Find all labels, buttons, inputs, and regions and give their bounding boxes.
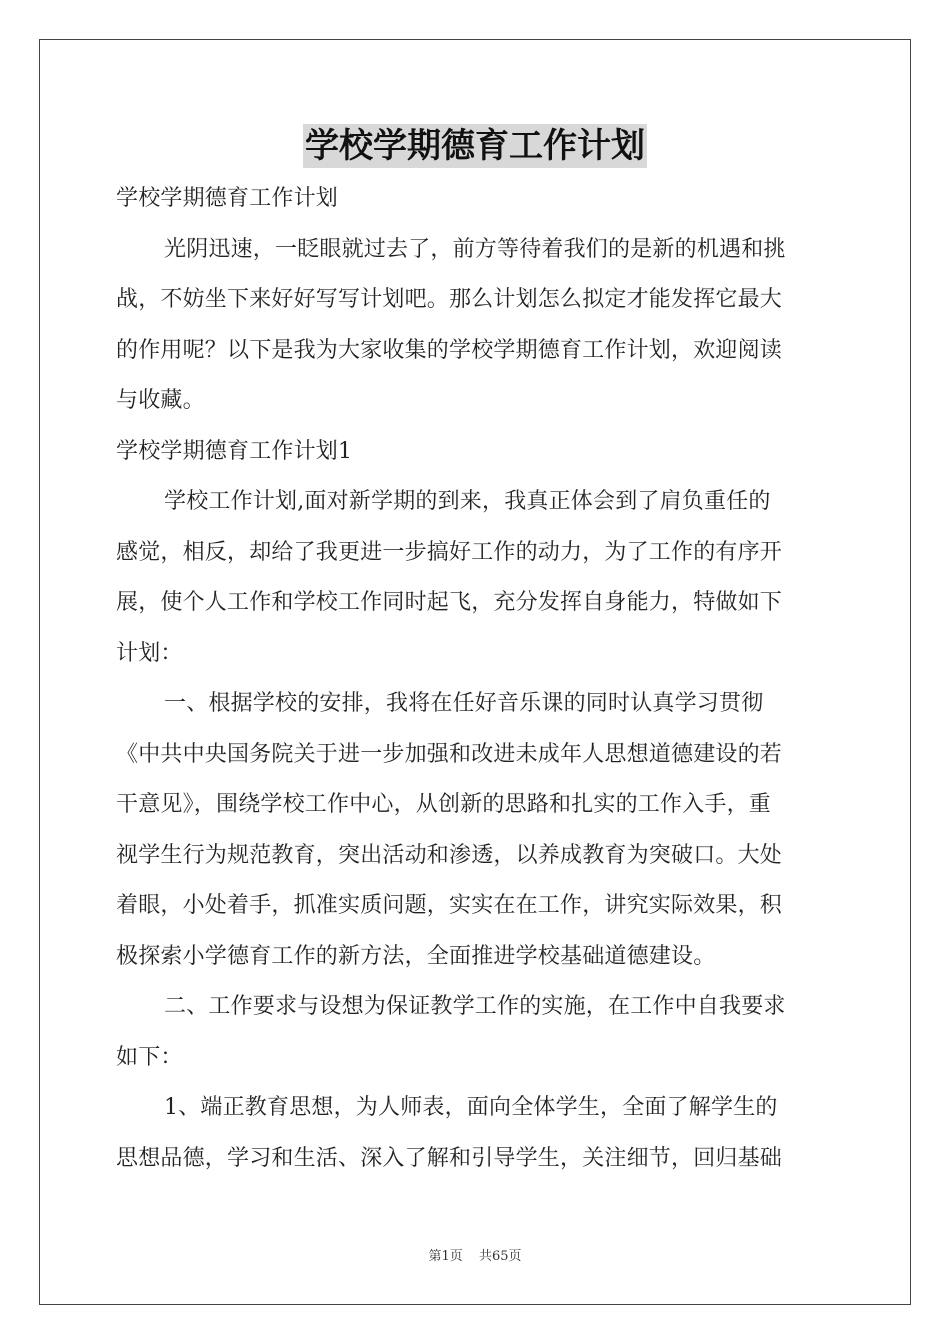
paragraph-line: 视学生行为规范教育，突出活动和渗透，以养成教育为突破口。大处 — [116, 842, 783, 868]
section-heading: 学校学期德育工作计划1 — [116, 438, 353, 464]
paragraph-line: 干意见》，围绕学校工作中心，从创新的思路和扎实的工作入手，重 — [116, 792, 772, 817]
paragraph-line: 1、端正教育思想，为人师表，面向全体学生，全面了解学生的 — [164, 1095, 778, 1120]
paragraph-line: 感觉，相反，却给了我更进一步搞好工作的动力，为了工作的有序开 — [116, 539, 783, 565]
intro-line: 光阴迅速，一眨眼就过去了，前方等待着我们的是新的机遇和挑 — [164, 236, 786, 262]
title-area — [0, 124, 950, 168]
intro-line: 战，不妨坐下来好好写写计划吧。那么计划怎么拟定才能发挥它最大 — [116, 287, 783, 312]
page-total: 共65页 — [478, 1249, 522, 1264]
document-subtitle: 学校学期德育工作计划 — [116, 186, 339, 211]
intro-line: 与收藏。 — [116, 388, 205, 413]
paragraph-line: 极探索小学德育工作的新方法，全面推进学校基础道德建设。 — [116, 943, 716, 969]
paragraph-line: 《中共中央国务院关于进一步加强和改进未成年人思想道德建设的若 — [116, 741, 783, 767]
paragraph-line: 如下： — [116, 1044, 183, 1070]
paragraph-line: 展，使个人工作和学校工作同时起飞，充分发挥自身能力，特做如下 — [116, 590, 783, 615]
paragraph-line: 一、根据学校的安排，我将在任好音乐课的同时认真学习贯彻 — [164, 691, 764, 716]
paragraph-line: 思想品德，学习和生活、深入了解和引导学生，关注细节，回归基础 — [116, 1145, 783, 1171]
intro-line: 的作用呢？以下是我为大家收集的学校学期德育工作计划，欢迎阅读 — [116, 337, 783, 363]
page-footer — [0, 1245, 950, 1264]
paragraph-line: 学校工作计划,面对新学期的到来，我真正体会到了肩负重任的 — [164, 489, 771, 514]
document-body — [116, 174, 836, 1184]
paragraph-line: 二、工作要求与设想为保证教学工作的实施，在工作中自我要求 — [164, 994, 786, 1019]
paragraph-line: 计划： — [116, 640, 183, 666]
document-title: 学校学期德育工作计划 — [305, 126, 645, 166]
paragraph-line: 着眼，小处着手，抓准实质问题，实实在在工作，讲究实际效果，积 — [116, 893, 783, 918]
page-number: 第1页 — [428, 1249, 463, 1264]
